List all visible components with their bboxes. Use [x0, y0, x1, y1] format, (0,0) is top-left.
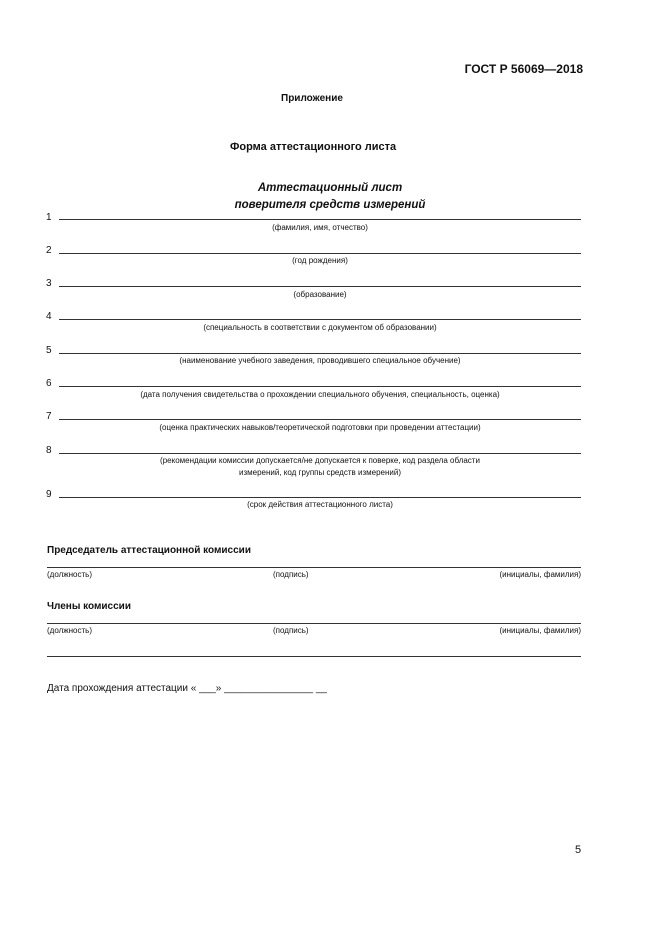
members-signature-line	[47, 623, 581, 624]
form-title: Форма аттестационного листа	[230, 141, 397, 153]
members-name-caption: (инициалы, фамилия)	[499, 626, 581, 635]
members-signature-caption: (подпись)	[273, 626, 309, 635]
chairman-signature-caption: (подпись)	[273, 570, 309, 579]
field-number: 2	[46, 245, 52, 256]
field-number: 3	[46, 278, 52, 289]
certificate-heading	[230, 180, 430, 214]
field-caption: (фамилия, имя, отчество)	[272, 223, 368, 232]
field-line	[59, 497, 581, 498]
field-number: 5	[46, 345, 52, 356]
field-caption	[59, 455, 581, 479]
field-line	[59, 353, 581, 354]
field-line	[59, 453, 581, 454]
field-line	[59, 419, 581, 420]
field-caption: (образование)	[293, 290, 347, 299]
field-caption-line2: измерений, код группы средств измерений)	[239, 468, 401, 477]
field-caption-line1: (рекомендации комиссии допускается/не допускается к поверке, код раздела области	[160, 456, 480, 465]
field-number: 4	[46, 311, 52, 322]
field-caption: (оценка практических навыков/теоретической подготовки при проведении аттестации)	[159, 423, 481, 432]
field-line	[59, 386, 581, 387]
field-caption: (специальность в соответствии с документом об образовании)	[203, 323, 437, 332]
chairman-signature-line	[47, 567, 581, 568]
field-caption: (наименование учебного заведения, проводившего специальное обучение)	[179, 356, 461, 365]
chairman-position-caption: (должность)	[47, 570, 92, 579]
field-line	[59, 286, 581, 287]
field-number: 7	[46, 411, 52, 422]
field-number: 9	[46, 489, 52, 500]
field-line	[59, 253, 581, 254]
page-number: 5	[575, 844, 582, 856]
members-title: Члены комиссии	[47, 601, 131, 612]
appendix-label: Приложение	[281, 93, 343, 104]
field-caption: (год рождения)	[292, 256, 348, 265]
field-caption: (срок действия аттестационного листа)	[247, 500, 393, 509]
field-line	[59, 319, 581, 320]
members-position-caption: (должность)	[47, 626, 92, 635]
members-extra-line	[47, 656, 581, 657]
field-number: 1	[46, 212, 52, 223]
standard-number: ГОСТ Р 56069—2018	[464, 62, 583, 76]
field-number: 8	[46, 445, 52, 456]
field-number: 6	[46, 378, 52, 389]
chairman-title: Председатель аттестационной комиссии	[47, 545, 251, 556]
field-line	[59, 219, 581, 220]
certificate-heading-line2: поверителя средств измерений	[234, 199, 426, 211]
chairman-name-caption: (инициалы, фамилия)	[499, 570, 581, 579]
field-caption: (дата получения свидетельства о прохождении специального обучения, специальность, оценка)	[140, 390, 500, 399]
certificate-heading-line1: Аттестационный лист	[257, 182, 403, 194]
certification-date-line: Дата прохождения аттестации « ___» ________________ __	[47, 683, 327, 694]
